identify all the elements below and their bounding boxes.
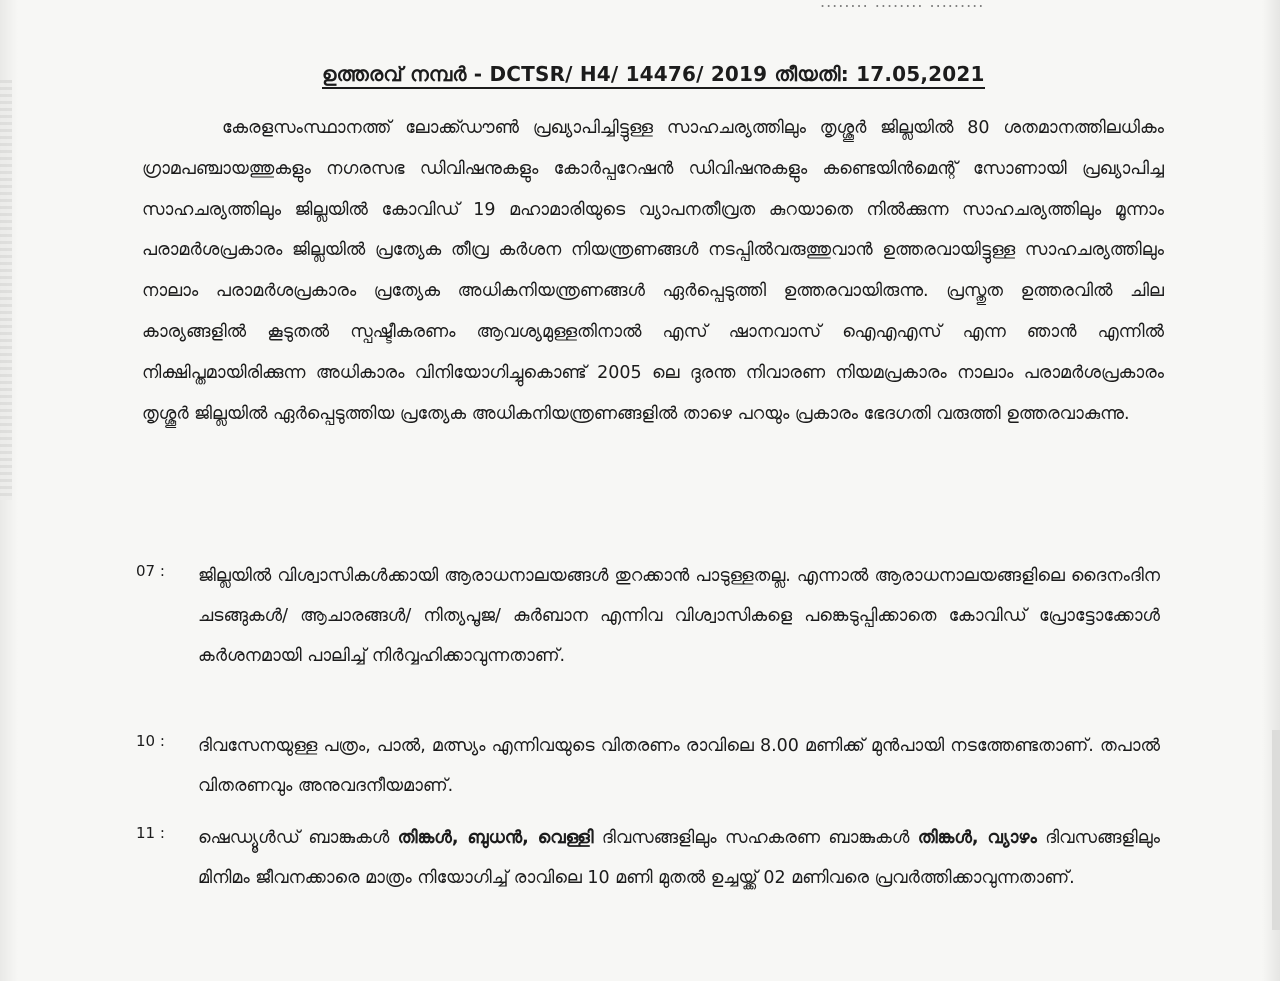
item-text-part: ദിവസങ്ങളിലും മിനിമം ജീവനക്കാരെ മാത്രം നിയോഗിച്ച് രാവിലെ 10 മണി മുതൽ ഉച്ചയ്ക്ക് 02 മണിവരെ പ്രവർത്തിക്കാവുന്നതാണ്. bbox=[198, 828, 1160, 888]
cut-off-top-text: ........ ........ ......... bbox=[820, 0, 985, 11]
item-number: 11 : bbox=[136, 824, 165, 842]
intro-paragraph: കേരളസംസ്ഥാനത്ത് ലോക്ക്ഡൗൺ പ്രഖ്യാപിച്ചിട്ടുള്ള സാഹചര്യത്തിലും തൃശ്ശൂർ ജില്ലയിൽ 80 ശതമാനത്തിലധികം ഗ്രാമപഞ്ചായത്തുകളും നഗരസഭ ഡിവിഷനുകളും കോർപ്പറേഷൻ ഡിവിഷനുകളും കണ്ടെയിൻമെന്റ് സോണായി പ്രഖ്യാപിച്ച സാഹചര്യത്തിലും ജില്ലയിൽ കോവിഡ് 19 മഹാമാരിയുടെ വ്യാപനതീവ്രത കുറയാതെ നിൽക്കുന്ന സാഹചര്യത്തിലും മൂന്നാം പരാമർശപ്രകാരം ജില്ലയിൽ പ്രത്യേക തീവ്ര കർശന നിയന്ത്രണങ്ങൾ നടപ്പിൽവരുത്തുവാൻ ഉത്തരവായിട്ടുള്ള സാഹചര്യത്തിലും നാലാം പരാമർശപ്രകാരം പ്രത്യേക അധികനിയന്ത്രണങ്ങൾ ഏർപ്പെടുത്തി ഉത്തരവായിരുന്നു. പ്രസ്തുത ഉത്തരവിൽ ചില കാര്യങ്ങളിൽ കൂടുതൽ സ്പഷ്ടീകരണം ആവശ്യമുള്ളതിനാൽ എസ് ഷാനവാസ് ഐഎഎസ് എന്ന ഞാൻ എന്നിൽ നിക്ഷിപ്തമായിരിക്കുന്ന അധികാരം വിനിയോഗിച്ചുകൊണ്ട് 2005 ലെ ദുരന്ത നിവാരണ നിയമപ്രകാരം നാലാം പരാമർശപ്രകാരം തൃശ്ശൂർ ജില്ലയിൽ ഏർപ്പെടുത്തിയ പ്രത്യേക അധികനിയന്ത്രണങ്ങളിൽ താഴെ പറയും പ്രകാരം ഭേദഗതി വരുത്തി ഉത്തരവാകുന്നു. bbox=[142, 118, 1164, 424]
scan-shadow-left bbox=[0, 80, 12, 500]
item-text-part: ഷെഡ്യൂൾഡ് ബാങ്കുകൾ bbox=[198, 828, 398, 848]
cooperative-bank-days: തിങ്കൾ, വ്യാഴം bbox=[917, 828, 1037, 848]
order-number-heading: ഉത്തരവ് നമ്പർ - DCTSR/ H4/ 14476/ 2019 തീയതി: 17.05,2021 bbox=[322, 62, 985, 89]
item-text: ജില്ലയിൽ വിശ്വാസികൾക്കായി ആരാധനാലയങ്ങൾ തുറക്കാൻ പാടുള്ളതല്ല. എന്നാൽ ആരാധനാലയങ്ങളിലെ ദൈനംദിന ചടങ്ങുകൾ/ ആചാരങ്ങൾ/ നിത്യപൂജ/ കുർബാന എന്നിവ വിശ്വാസികളെ പങ്കെടുപ്പിക്കാതെ കോവിഡ് പ്രോട്ടോക്കോൾ കർശനമായി പാലിച്ച് നിർവ്വഹിക്കാവുന്നതാണ്. bbox=[198, 566, 1160, 666]
item-text bbox=[198, 818, 1160, 898]
item-number: 10 : bbox=[136, 732, 165, 750]
item-text-part: ദിവസങ്ങളിലും സഹകരണ ബാങ്കുകൾ bbox=[593, 828, 918, 848]
scan-shadow-right bbox=[1272, 730, 1280, 930]
item-number: 07 : bbox=[136, 562, 165, 580]
scheduled-bank-days: തിങ്കൾ, ബുധൻ, വെള്ളി bbox=[397, 828, 594, 848]
item-text: ദിവസേനയുള്ള പത്രം, പാൽ, മത്സ്യം എന്നിവയുടെ വിതരണം രാവിലെ 8.00 മണിക്ക് മുൻപായി നടത്തേണ്ടതാണ്. തപാൽ വിതരണവും അനുവദനീയമാണ്. bbox=[198, 736, 1160, 796]
